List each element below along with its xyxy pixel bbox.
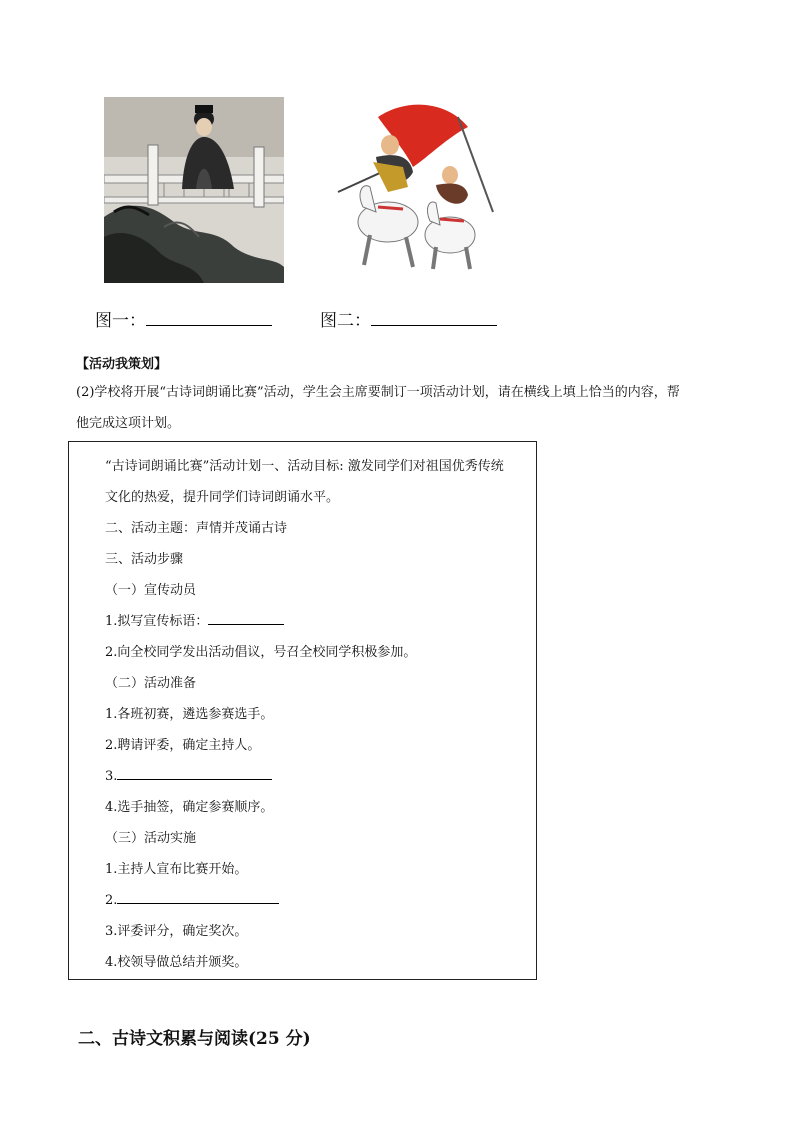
figure-2-caption bbox=[320, 306, 497, 331]
impl-step-2-answer-blank[interactable] bbox=[117, 889, 279, 904]
plan-item-2-1: 1.各班初赛，遴选参赛选手。 bbox=[105, 707, 274, 722]
plan-item-3-2-label: 2. bbox=[105, 893, 118, 908]
figure-1-poet-image bbox=[104, 97, 284, 283]
plan-sub-3: （三）活动实施 bbox=[105, 831, 197, 846]
plan-item-3-3: 3.评委评分，确定奖次。 bbox=[105, 924, 248, 939]
activity-intro-line-2: 他完成这项计划。 bbox=[76, 416, 181, 431]
plan-item-3-1: 1.主持人宣布比赛开始。 bbox=[105, 862, 248, 877]
plan-line-1: “古诗词朗诵比赛”活动计划一、活动目标: 激发同学们对祖国优秀传统 bbox=[105, 459, 504, 474]
plan-item-1-1 bbox=[105, 610, 284, 629]
plan-sub-1: （一）宣传动员 bbox=[105, 583, 197, 598]
plan-item-1-2: 2.向全校同学发出活动倡议，号召全校同学积极参加。 bbox=[105, 645, 417, 660]
section-heading-ancient-poetry: 二、古诗文积累与阅读(25 分) bbox=[78, 1029, 311, 1049]
plan-item-3-4: 4.校领导做总结并颁奖。 bbox=[105, 955, 248, 970]
figure-2-caption-label: 图二： bbox=[320, 311, 371, 331]
plan-theme: 二、活动主题：声情并茂诵古诗 bbox=[105, 521, 288, 536]
figure-1-caption-label: 图一： bbox=[95, 311, 146, 331]
slogan-answer-blank[interactable] bbox=[208, 610, 284, 625]
plan-item-2-4: 4.选手抽签，确定参赛顺序。 bbox=[105, 800, 274, 815]
plan-item-1-1-label: 1.拟写宣传标语： bbox=[105, 614, 209, 629]
plan-line-2: 文化的热爱，提升同学们诗词朗诵水平。 bbox=[105, 490, 340, 505]
plan-steps-heading: 三、活动步骤 bbox=[105, 552, 184, 567]
prep-step-3-answer-blank[interactable] bbox=[117, 765, 272, 780]
activity-plan-box bbox=[68, 441, 537, 980]
plan-item-2-3 bbox=[105, 765, 272, 784]
activity-section-label: 【活动我策划】 bbox=[76, 357, 168, 372]
plan-item-2-2: 2.聘请评委，确定主持人。 bbox=[105, 738, 261, 753]
plan-item-3-2 bbox=[105, 889, 279, 908]
activity-intro-line-1: (2)学校将开展“古诗词朗诵比赛”活动，学生会主席要制订一项活动计划，请在横线上填上恰当的内容，帮 bbox=[76, 385, 680, 400]
figure-2-answer-blank[interactable] bbox=[371, 309, 497, 326]
figure-1-caption bbox=[95, 306, 272, 331]
plan-item-2-3-label: 3. bbox=[105, 769, 118, 784]
figure-2-riders-image bbox=[318, 97, 494, 279]
plan-sub-2: （二）活动准备 bbox=[105, 676, 197, 691]
figure-1-answer-blank[interactable] bbox=[146, 309, 272, 326]
